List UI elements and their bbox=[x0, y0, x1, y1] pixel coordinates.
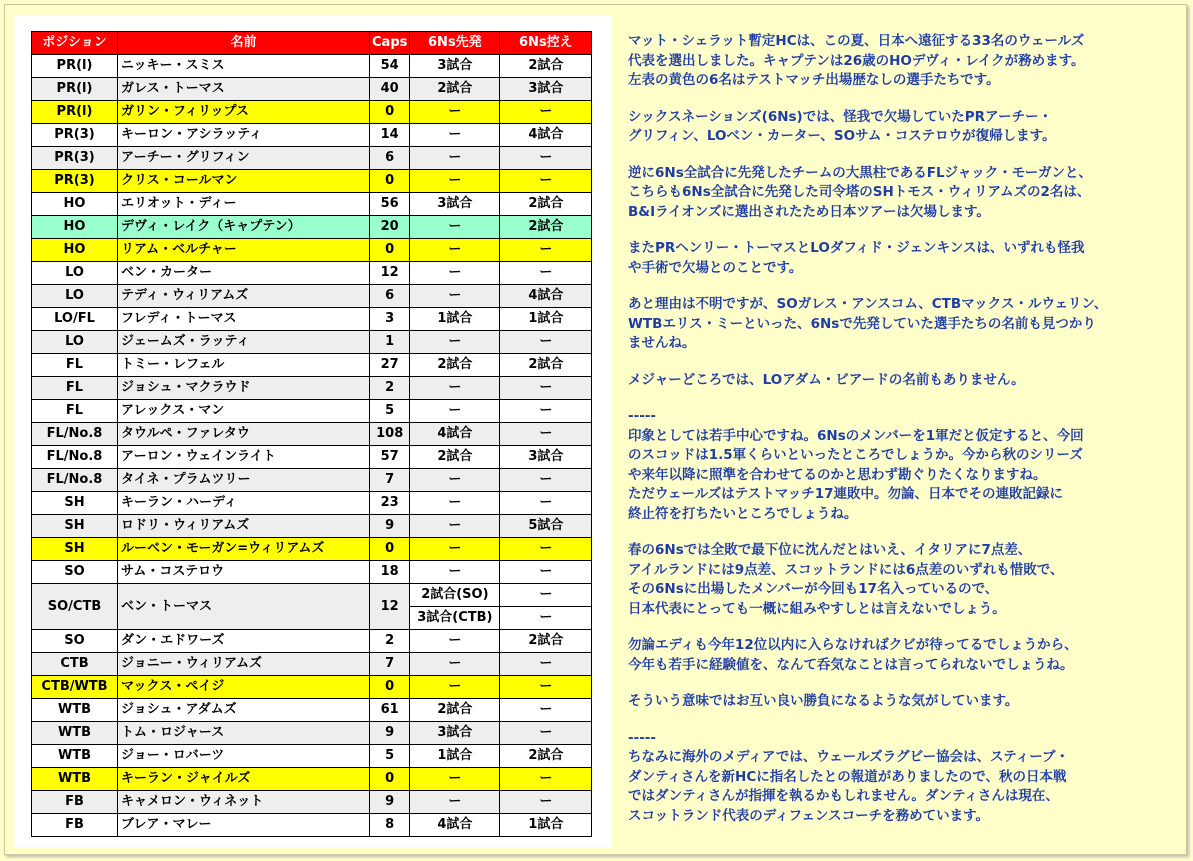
player-name-cell: クリス・コールマン bbox=[118, 170, 370, 193]
table-row bbox=[32, 768, 592, 791]
position-cell: WTB bbox=[32, 699, 118, 722]
caps-cell: 56 bbox=[370, 193, 410, 216]
table-row bbox=[32, 262, 592, 285]
caps-cell: 5 bbox=[370, 745, 410, 768]
article-paragraph: またPRヘンリー・トーマスとLOダフィド・ジェンキンスは、いずれも怪我 や手術で欠場とのことです。 bbox=[628, 240, 1085, 276]
player-name-cell: ニッキー・スミス bbox=[118, 55, 370, 78]
bench-cell: ー bbox=[500, 722, 592, 745]
bench-cell: 5試合 bbox=[500, 515, 592, 538]
position-cell: FB bbox=[32, 791, 118, 814]
caps-cell: 0 bbox=[370, 538, 410, 561]
bench-cell: ー bbox=[500, 239, 592, 262]
starts-cell: ー bbox=[410, 561, 500, 584]
caps-cell: 7 bbox=[370, 469, 410, 492]
player-name-cell: アレックス・マン bbox=[118, 400, 370, 423]
table-row bbox=[32, 653, 592, 676]
bench-cell: 2試合 bbox=[500, 354, 592, 377]
bench-cell: ー bbox=[500, 262, 592, 285]
player-name-cell: テディ・ウィリアムズ bbox=[118, 285, 370, 308]
caps-cell: 12 bbox=[370, 584, 410, 630]
player-name-cell: キーロン・アシラッティ bbox=[118, 124, 370, 147]
starts-cell: 3試合 bbox=[410, 722, 500, 745]
header-name: 名前 bbox=[118, 32, 370, 55]
player-name-cell: キーラン・ジャイルズ bbox=[118, 768, 370, 791]
player-name-cell: エリオット・ディー bbox=[118, 193, 370, 216]
table-row bbox=[32, 492, 592, 515]
table-row bbox=[32, 216, 592, 239]
bench-cell: ー bbox=[500, 377, 592, 400]
caps-cell: 2 bbox=[370, 377, 410, 400]
caps-cell: 14 bbox=[370, 124, 410, 147]
caps-cell: 0 bbox=[370, 676, 410, 699]
caps-cell: 0 bbox=[370, 101, 410, 124]
bench-cell: 3試合 bbox=[500, 78, 592, 101]
starts-cell: ー bbox=[410, 653, 500, 676]
article-paragraph: 春の6Nsでは全敗で最下位に沈んだとはいえ、イタリアに7点差、 アイルランドには9点差、スコットランドには6点差のいずれも惜敗で、 その6Nsに出場したメンバーが今回も17名入っているので、 日本代表にとっても一概に組みやすしとは言えないでしょう。 bbox=[628, 542, 1064, 617]
starts-cell: 4試合 bbox=[410, 814, 500, 837]
table-row bbox=[32, 699, 592, 722]
starts-cell: 2試合 bbox=[410, 78, 500, 101]
bench-cell: ー bbox=[500, 147, 592, 170]
position-cell: FL bbox=[32, 354, 118, 377]
caps-cell: 9 bbox=[370, 515, 410, 538]
position-cell: WTB bbox=[32, 722, 118, 745]
separator: ----- bbox=[628, 729, 657, 746]
bench-cell: 2試合 bbox=[500, 630, 592, 653]
position-cell: WTB bbox=[32, 745, 118, 768]
player-name-cell: ジョー・ロバーツ bbox=[118, 745, 370, 768]
starts-cell: 1試合 bbox=[410, 745, 500, 768]
caps-cell: 6 bbox=[370, 147, 410, 170]
starts-cell: ー bbox=[410, 285, 500, 308]
table-row bbox=[32, 538, 592, 561]
bench-cell: 2試合 bbox=[500, 55, 592, 78]
starts-cell: ー bbox=[410, 630, 500, 653]
starts-cell: 2試合 bbox=[410, 699, 500, 722]
caps-cell: 0 bbox=[370, 239, 410, 262]
table-row bbox=[32, 147, 592, 170]
player-name-cell: トム・ロジャース bbox=[118, 722, 370, 745]
table-row bbox=[32, 78, 592, 101]
table-row bbox=[32, 630, 592, 653]
bench-cell: ー bbox=[500, 101, 592, 124]
table-row bbox=[32, 515, 592, 538]
position-cell: SH bbox=[32, 492, 118, 515]
table-row bbox=[32, 308, 592, 331]
position-cell: WTB bbox=[32, 768, 118, 791]
table-row bbox=[32, 722, 592, 745]
article-text bbox=[628, 32, 1178, 843]
bench-cell: 2試合 bbox=[500, 745, 592, 768]
position-cell: PR(3) bbox=[32, 124, 118, 147]
starts-cell: ー bbox=[410, 791, 500, 814]
position-cell: PR(3) bbox=[32, 170, 118, 193]
caps-cell: 18 bbox=[370, 561, 410, 584]
player-name-cell: フレディ・トーマス bbox=[118, 308, 370, 331]
starts-cell: 1試合 bbox=[410, 308, 500, 331]
player-name-cell: ガレス・トーマス bbox=[118, 78, 370, 101]
position-cell: SO bbox=[32, 561, 118, 584]
table-row bbox=[32, 469, 592, 492]
bench-cell: 1試合 bbox=[500, 308, 592, 331]
caps-cell: 5 bbox=[370, 400, 410, 423]
article-paragraph: 逆に6Ns全試合に先発したチームの大黒柱であるFLジャック・モーガンと、 こちらも6Ns全試合に先発した司令塔のSHトモス・ウィリアムズの2名は、 B&Iライオンズに選出されたため日本ツアーは欠場します。 bbox=[628, 164, 1092, 220]
player-name-cell: ベン・トーマス bbox=[118, 584, 370, 630]
starts-cell: ー bbox=[410, 400, 500, 423]
bench-cell: ー bbox=[500, 653, 592, 676]
caps-cell: 9 bbox=[370, 791, 410, 814]
starts-cell: ー bbox=[410, 101, 500, 124]
position-cell: LO bbox=[32, 262, 118, 285]
starts-cell: ー bbox=[410, 331, 500, 354]
table-row bbox=[32, 584, 592, 607]
position-cell: FL/No.8 bbox=[32, 469, 118, 492]
starts-cell: ー bbox=[410, 768, 500, 791]
position-cell: FL bbox=[32, 400, 118, 423]
starts-cell: ー bbox=[410, 147, 500, 170]
player-name-cell: キーラン・ハーディ bbox=[118, 492, 370, 515]
bench-cell: ー bbox=[500, 561, 592, 584]
player-name-cell: タウルペ・ファレタウ bbox=[118, 423, 370, 446]
position-cell: PR(3) bbox=[32, 147, 118, 170]
table-row bbox=[32, 170, 592, 193]
caps-cell: 3 bbox=[370, 308, 410, 331]
position-cell: SO/CTB bbox=[32, 584, 118, 630]
caps-cell: 40 bbox=[370, 78, 410, 101]
table-header-row bbox=[32, 32, 592, 55]
position-cell: PR(l) bbox=[32, 101, 118, 124]
caps-cell: 54 bbox=[370, 55, 410, 78]
position-cell: LO/FL bbox=[32, 308, 118, 331]
table-row bbox=[32, 55, 592, 78]
caps-cell: 0 bbox=[370, 170, 410, 193]
player-name-cell: タイネ・プラムツリー bbox=[118, 469, 370, 492]
bench-cell: ー bbox=[500, 331, 592, 354]
table-row bbox=[32, 331, 592, 354]
starts-cell: 2試合 bbox=[410, 446, 500, 469]
table-row bbox=[32, 561, 592, 584]
caps-cell: 1 bbox=[370, 331, 410, 354]
player-name-cell: キャメロン・ウィネット bbox=[118, 791, 370, 814]
bench-cell: ー bbox=[500, 538, 592, 561]
caps-cell: 0 bbox=[370, 768, 410, 791]
bench-cell: 3試合 bbox=[500, 446, 592, 469]
caps-cell: 27 bbox=[370, 354, 410, 377]
caps-cell: 20 bbox=[370, 216, 410, 239]
position-cell: PR(l) bbox=[32, 78, 118, 101]
bench-cell: ー bbox=[500, 791, 592, 814]
player-name-cell: リアム・ベルチャー bbox=[118, 239, 370, 262]
article-paragraph: マット・シェラット暫定HCは、この夏、日本へ遠征する33名のウェールズ 代表を選出しました。キャプテンは26歳のHOデヴィ・レイクが務めます。 左表の黄色の6名はテストマッチ出場歴なしの選手たちです。 bbox=[628, 33, 1085, 88]
position-cell: LO bbox=[32, 331, 118, 354]
bench-cell: 2試合 bbox=[500, 193, 592, 216]
player-name-cell: ガリン・フィリップス bbox=[118, 101, 370, 124]
starts-cell: 2試合 bbox=[410, 354, 500, 377]
starts-cell: ー bbox=[410, 170, 500, 193]
bench-cell: 2試合 bbox=[500, 216, 592, 239]
starts-cell: ー bbox=[410, 239, 500, 262]
player-name-cell: アーロン・ウェインライト bbox=[118, 446, 370, 469]
bench-cell: 4試合 bbox=[500, 285, 592, 308]
table-row bbox=[32, 193, 592, 216]
separator: ----- bbox=[628, 408, 657, 424]
bench-cell: ー bbox=[500, 423, 592, 446]
table-row bbox=[32, 354, 592, 377]
starts-cell: ー bbox=[410, 124, 500, 147]
player-name-cell: ジョシュ・アダムズ bbox=[118, 699, 370, 722]
article-paragraph: 勿論エディも今年12位以内に入らなければクビが待ってるでしょうから、 今年も若手に経験値を、なんて呑気なことは言ってられないでしょうね。 bbox=[628, 637, 1078, 673]
table-row bbox=[32, 124, 592, 147]
player-name-cell: ジョシュ・マクラウド bbox=[118, 377, 370, 400]
caps-cell: 2 bbox=[370, 630, 410, 653]
position-cell: SH bbox=[32, 538, 118, 561]
position-cell: FL/No.8 bbox=[32, 423, 118, 446]
header-caps: Caps bbox=[370, 32, 410, 55]
position-cell: HO bbox=[32, 193, 118, 216]
starts-cell: ー bbox=[410, 377, 500, 400]
position-cell: SO bbox=[32, 630, 118, 653]
position-cell: FL bbox=[32, 377, 118, 400]
starts-cell: ー bbox=[410, 262, 500, 285]
table-row bbox=[32, 814, 592, 837]
player-name-cell: デヴィ・レイク（キャプテン） bbox=[118, 216, 370, 239]
bench-cell: ー bbox=[500, 699, 592, 722]
player-name-cell: ルーベン・モーガン=ウィリアムズ bbox=[118, 538, 370, 561]
caps-cell: 23 bbox=[370, 492, 410, 515]
position-cell: FL/No.8 bbox=[32, 446, 118, 469]
position-cell: FB bbox=[32, 814, 118, 837]
position-cell: HO bbox=[32, 239, 118, 262]
starts-cell: 3試合 bbox=[410, 193, 500, 216]
caps-cell: 7 bbox=[370, 653, 410, 676]
position-cell: HO bbox=[32, 216, 118, 239]
article-paragraph: あと理由は不明ですが、SOガレス・アンスコム、CTBマックス・ルウェリン、 WTBエリス・ミーといった、6Nsで先発していた選手たちの名前も見つかり ませんね。 bbox=[628, 296, 1108, 351]
squad-table bbox=[31, 31, 592, 837]
article-paragraph: メジャーどころでは、LOアダム・ビアードの名前もありません。 bbox=[628, 371, 1025, 388]
bench-cell: ー bbox=[500, 492, 592, 515]
position-cell: CTB/WTB bbox=[32, 676, 118, 699]
table-row bbox=[32, 377, 592, 400]
starts-cell: ー bbox=[410, 216, 500, 239]
starts-cell: ー bbox=[410, 469, 500, 492]
starts-cell: ー bbox=[410, 676, 500, 699]
player-name-cell: ジェームズ・ラッティ bbox=[118, 331, 370, 354]
bench-cell: ー bbox=[500, 584, 592, 607]
player-name-cell: トミー・レフェル bbox=[118, 354, 370, 377]
table-row bbox=[32, 400, 592, 423]
bench-cell: ー bbox=[500, 469, 592, 492]
bench-cell: ー bbox=[500, 170, 592, 193]
starts-cell: ー bbox=[410, 515, 500, 538]
position-cell: SH bbox=[32, 515, 118, 538]
article-paragraph: シックスネーションズ(6Ns)では、怪我で欠場していたPRアーチー・ グリフィン、LOベン・カーター、SOサム・コステロウが復帰します。 bbox=[628, 108, 1056, 144]
caps-cell: 6 bbox=[370, 285, 410, 308]
starts-cell: 3試合 bbox=[410, 55, 500, 78]
position-cell: PR(l) bbox=[32, 55, 118, 78]
caps-cell: 8 bbox=[370, 814, 410, 837]
caps-cell: 12 bbox=[370, 262, 410, 285]
header-bench: 6Ns控え bbox=[500, 32, 592, 55]
table-row bbox=[32, 423, 592, 446]
player-name-cell: ロドリ・ウィリアムズ bbox=[118, 515, 370, 538]
player-name-cell: ダン・エドワーズ bbox=[118, 630, 370, 653]
starts-cell: 4試合 bbox=[410, 423, 500, 446]
player-name-cell: ベン・カーター bbox=[118, 262, 370, 285]
bench-cell: 4試合 bbox=[500, 124, 592, 147]
article-paragraph: そういう意味ではお互い良い勝負になるような気がしています。 bbox=[628, 693, 1019, 709]
position-cell: CTB bbox=[32, 653, 118, 676]
bench-cell: ー bbox=[500, 768, 592, 791]
caps-cell: 108 bbox=[370, 423, 410, 446]
starts-cell: 3試合(CTB) bbox=[410, 607, 500, 630]
table-row bbox=[32, 446, 592, 469]
player-name-cell: サム・コステロウ bbox=[118, 561, 370, 584]
caps-cell: 61 bbox=[370, 699, 410, 722]
caps-cell: 9 bbox=[370, 722, 410, 745]
header-position: ポジション bbox=[32, 32, 118, 55]
table-row bbox=[32, 676, 592, 699]
table-row bbox=[32, 285, 592, 308]
header-starts: 6Ns先発 bbox=[410, 32, 500, 55]
starts-cell: 2試合(SO) bbox=[410, 584, 500, 607]
bench-cell: ー bbox=[500, 400, 592, 423]
position-cell: LO bbox=[32, 285, 118, 308]
bench-cell: ー bbox=[500, 676, 592, 699]
player-name-cell: ブレア・マレー bbox=[118, 814, 370, 837]
starts-cell: ー bbox=[410, 492, 500, 515]
table-row bbox=[32, 791, 592, 814]
table-row bbox=[32, 101, 592, 124]
player-name-cell: アーチー・グリフィン bbox=[118, 147, 370, 170]
article-paragraph: ちなみに海外のメディアでは、ウェールズラグビー協会は、スティーブ・ ダンティさんを新HCに指名したとの報道がありましたので、秋の日本戦 ではダンティさんが指揮を執るかもしれません。ダンティさんは現在、 スコットランド代表のディフェンスコーチを務めています。 bbox=[628, 749, 1070, 824]
table-row bbox=[32, 239, 592, 262]
caps-cell: 57 bbox=[370, 446, 410, 469]
article-paragraph: 印象としては若手中心ですね。6Nsのメンバーを1軍だと仮定すると、今回 のスコッドは1.5軍くらいといったところでしょうか。今から秋のシリーズ や来年以降に照準を合わせてるのかと思わず勘ぐりたくなりますね。 ただウェールズはテストマッチ17連敗中。勿論、日本でその連敗記録に 終止符を打ちたいところでしょうね。 bbox=[628, 427, 1084, 522]
bench-cell: 1試合 bbox=[500, 814, 592, 837]
starts-cell: ー bbox=[410, 538, 500, 561]
player-name-cell: ジョニー・ウィリアムズ bbox=[118, 653, 370, 676]
player-name-cell: マックス・ペイジ bbox=[118, 676, 370, 699]
table-row bbox=[32, 745, 592, 768]
bench-cell: ー bbox=[500, 607, 592, 630]
